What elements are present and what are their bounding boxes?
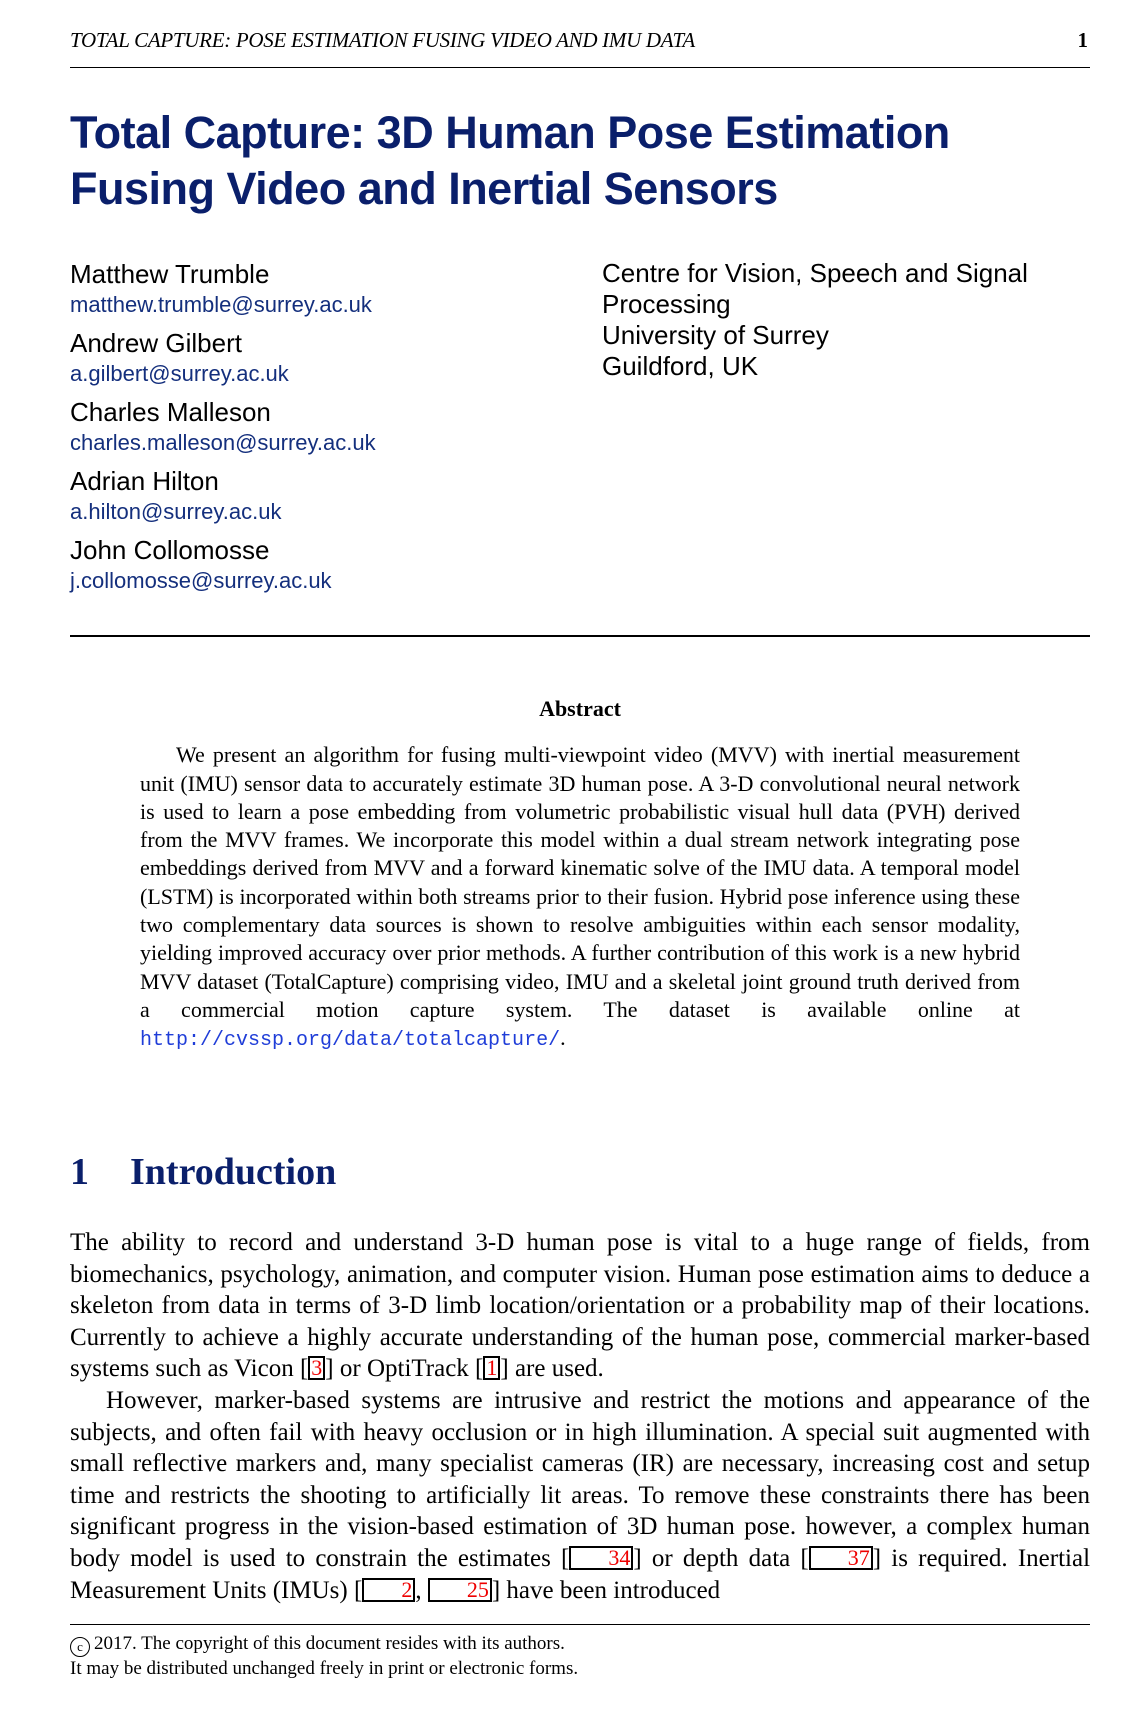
author-name: John Collomosse (70, 535, 270, 565)
affiliation-line: Centre for Vision, Speech and Signal (602, 258, 1028, 288)
copyright-icon: c (70, 1637, 90, 1657)
running-head (70, 28, 1090, 58)
author-email-link[interactable]: matthew.trumble@surrey.ac.uk (70, 292, 372, 317)
affiliation (602, 258, 1082, 382)
abstract (140, 695, 1020, 1056)
page-number: 1 (1077, 28, 1088, 52)
abstract-text: We present an algorithm for fusing multi-viewpoint video (MVV) with inertial measurement unit (IMU) sensor data to accurately estimate 3D human pose. A 3-D convolutional neural network is used to learn a pose embedding from volumetric probabilistic visual hull data (PVH) derived from the MVV frames. We incorporate this model within a dual stream network integrating pose embeddings derived from MVV and a forward kinematic solve of the IMU data. A temporal model (LSTM) is incorporated within both streams prior to their fusion. Hybrid pose inference using these two complementary data sources is shown to resolve ambiguities within each sensor modality, yielding improved accuracy over prior methods. A further contribution of this work is a new hybrid MVV dataset (TotalCapture) comprising video, IMU and a skeletal joint ground truth derived from a commercial motion capture system. The dataset is available online at (140, 742, 1020, 1022)
text-run: The ability to record and understand 3-D human pose is vital to a huge range of fields, from biomechanics, psychology, animation, and computer vision. Human pose estimation aims to deduce a skeleton from data in terms of 3-D limb location/orientation or a probability map of their locations. Currently to achieve a highly accurate understanding of the human pose, commercial marker-based systems such as Vicon [ (70, 1229, 1090, 1383)
affiliation-line: Guildford, UK (602, 351, 759, 381)
author-list (70, 258, 570, 603)
footnote-line (70, 1632, 1090, 1657)
dataset-url-link[interactable]: http://cvssp.org/data/totalcapture/ (140, 1029, 561, 1053)
citation-link[interactable]: 25 (428, 1578, 492, 1602)
running-head-title: TOTAL CAPTURE: POSE ESTIMATION FUSING VIDEO AND IMU DATA (70, 28, 695, 52)
abstract-body (140, 741, 1020, 1055)
author-entry (70, 327, 570, 389)
title-line-1: Total Capture: 3D Human Pose Estimation (70, 107, 950, 158)
author-email-link[interactable]: a.gilbert@surrey.ac.uk (70, 361, 289, 386)
author-email-link[interactable]: j.collomosse@surrey.ac.uk (70, 568, 332, 593)
footnote-rule (70, 1624, 1090, 1625)
section-heading-introduction (70, 1150, 336, 1194)
author-email-link[interactable]: charles.malleson@surrey.ac.uk (70, 430, 376, 455)
title-block-rule (70, 635, 1090, 637)
paper-title (70, 105, 1090, 217)
text-run: , (415, 1576, 428, 1604)
text-run: ] or OptiTrack [ (325, 1355, 484, 1383)
text-run: ] have been introduced (491, 1576, 721, 1604)
author-entry (70, 258, 570, 320)
author-name: Adrian Hilton (70, 466, 219, 496)
paragraph (70, 1227, 1090, 1385)
abstract-end: . (560, 1025, 566, 1051)
affiliation-line: University of Surrey (602, 320, 829, 350)
affiliation-line: Processing (602, 289, 731, 319)
citation-link[interactable]: 3 (308, 1356, 325, 1380)
author-name: Charles Malleson (70, 397, 271, 427)
footnote-text: 2017. The copyright of this document resides with its authors. (94, 1633, 565, 1654)
text-run: ] or depth data [ (633, 1544, 809, 1572)
citation-link[interactable]: 2 (362, 1578, 415, 1602)
author-entry (70, 534, 570, 596)
section-title: Introduction (130, 1151, 337, 1193)
introduction-body (70, 1227, 1090, 1606)
author-email-link[interactable]: a.hilton@surrey.ac.uk (70, 499, 282, 524)
copyright-footnote (70, 1632, 1090, 1681)
abstract-heading: Abstract (539, 696, 621, 721)
citation-link[interactable]: 1 (483, 1356, 500, 1380)
citation-link[interactable]: 34 (569, 1546, 633, 1570)
footnote-line: It may be distributed unchanged freely in print or electronic forms. (70, 1658, 579, 1679)
header-rule (70, 67, 1090, 68)
text-run: ] are used. (500, 1355, 604, 1383)
text-run: However, marker-based systems are intrusive and restrict the motions and appearance of the subjects, and often fail with heavy occlusion or in high illumination. A special suit augmented with small reflective markers and, many specialist cameras (IR) are necessary, increasing cost and setup time and restricts the shooting to artificially lit areas. To remove these constraints there has been significant progress in the vision-based estimation of 3D human pose. however, a complex human body model is used to constrain the estimates [ (70, 1386, 1090, 1572)
paragraph (70, 1385, 1090, 1606)
author-name: Andrew Gilbert (70, 328, 242, 358)
author-entry (70, 465, 570, 527)
title-line-2: Fusing Video and Inertial Sensors (70, 163, 778, 214)
text-run: ] is required. Inertial Measurement Units (IMUs) [ (70, 1544, 1091, 1604)
citation-link[interactable]: 37 (809, 1546, 873, 1570)
section-number: 1 (70, 1151, 89, 1193)
author-entry (70, 396, 570, 458)
author-name: Matthew Trumble (70, 259, 270, 289)
